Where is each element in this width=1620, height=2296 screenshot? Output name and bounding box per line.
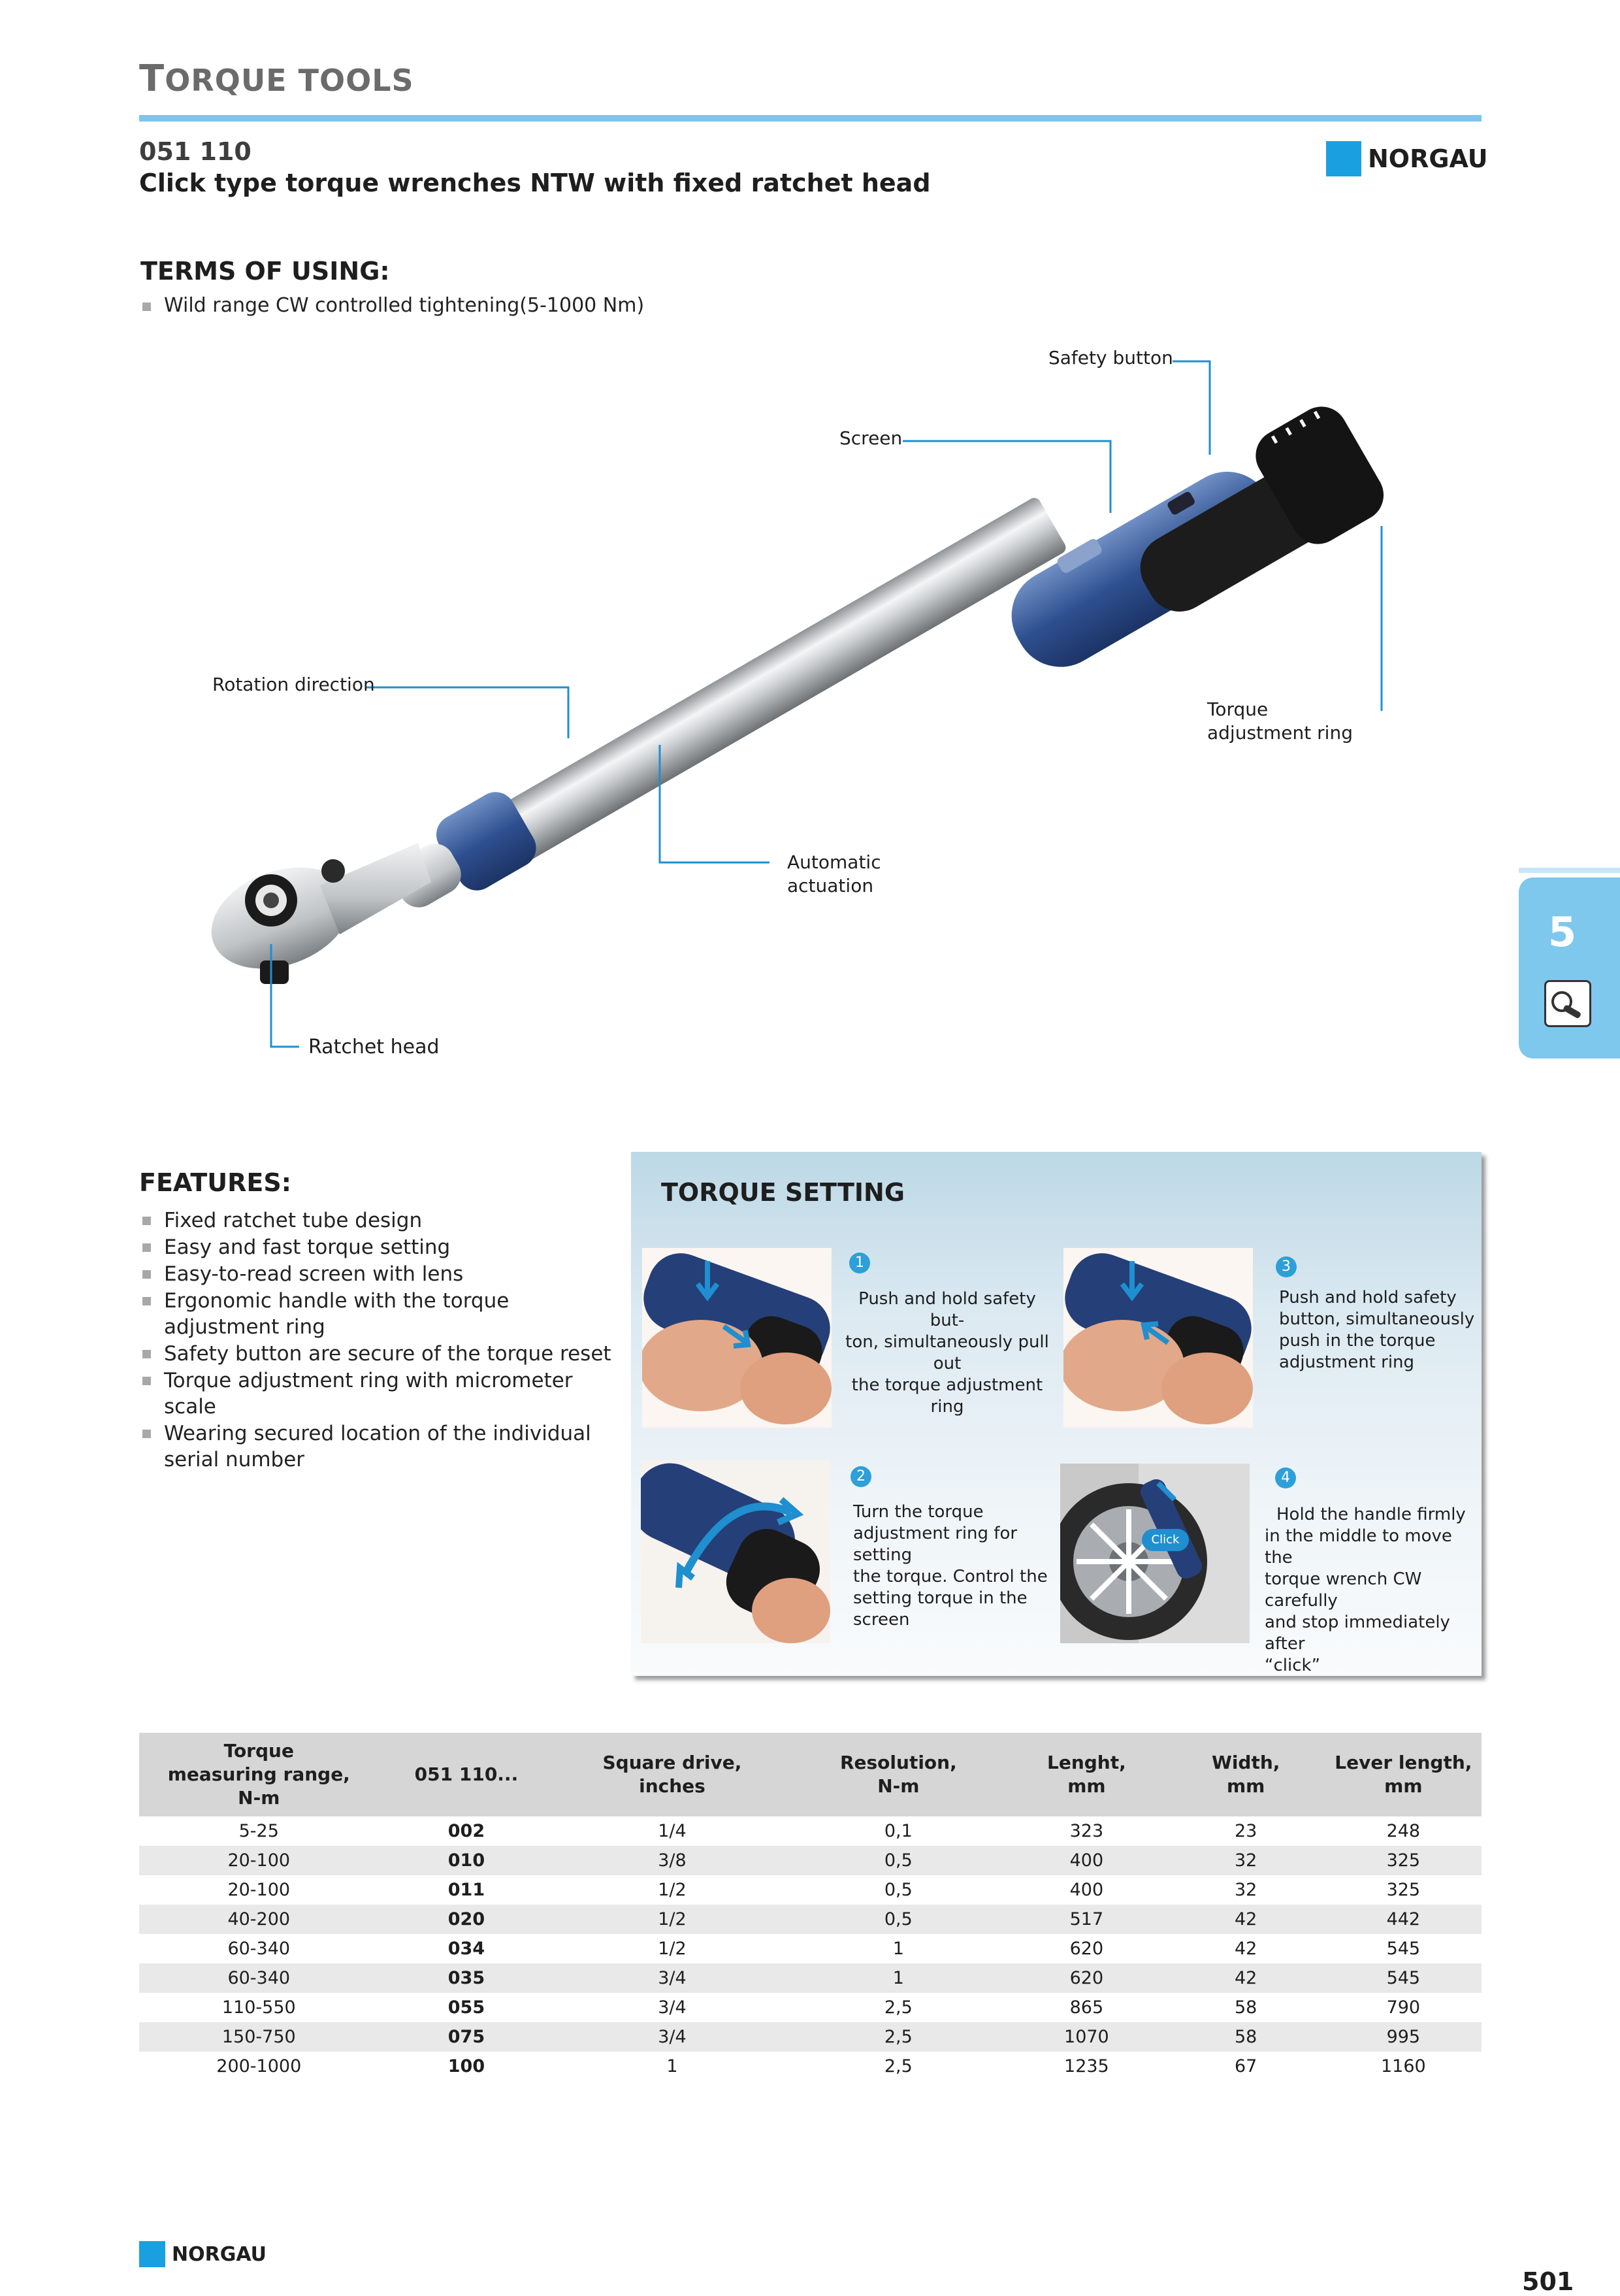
callout-safety-button: Safety button [1048,347,1173,369]
step-3-photo [1063,1248,1253,1428]
footer-brand-logo [139,2241,267,2267]
table-cell: 42 [1235,1939,1257,1959]
bullet-icon [142,1270,151,1279]
product-title: Click type torque wrenches NTW with fixed ratchet head [139,169,931,197]
col-header-torque-range: Torque measuring range, N-m [139,1733,379,1816]
features-list [142,1207,613,1473]
table-cell: 442 [1325,1905,1482,1934]
click-label: Click [1142,1529,1189,1551]
table-cell: 20-100 [139,1846,379,1875]
table-cell: 011 [447,1880,485,1900]
col-header-width: Width, mm [1167,1733,1325,1816]
table-cell: 58 [1167,2022,1325,2052]
bullet-icon [142,1217,151,1225]
table-cell: 325 [1325,1846,1482,1875]
callout-screen: Screen [839,427,903,449]
bullet-icon [142,1297,151,1305]
table-cell: 545 [1325,1963,1482,1993]
table-cell: 075 [379,2022,555,2052]
table-cell: 995 [1325,2022,1482,2052]
table-cell: 1/2 [658,1880,687,1900]
chapter-number: 5 [1548,908,1577,956]
list-item: Wearing secured location of the individual serial number [142,1420,613,1473]
torque-setting-title: TORQUE SETTING [661,1178,905,1207]
list-item: Safety button are secure of the torque reset [142,1341,613,1367]
footer-brand-name: NORGAU [172,2242,267,2266]
table-body [139,1816,1482,2081]
step-1-number: 1 [849,1253,870,1273]
side-tab-accent [1519,868,1620,873]
table-cell: 1/2 [554,1905,790,1934]
bullet-icon [142,1350,151,1358]
step-3-number: 3 [1276,1256,1297,1277]
list-item: Fixed ratchet tube design [142,1207,613,1234]
table-cell: 3/8 [554,1846,790,1875]
table-cell: 110-550 [221,1997,296,2018]
callout-automatic-actuation: Automatic actuation [787,851,881,896]
step-2-text: Turn the torque adjustment ring for setting the torque. Control the setting torque in the screen [853,1502,1048,1630]
table-cell: 67 [1235,2056,1257,2076]
table-cell: 2,5 [884,1997,913,2018]
table-cell: 0,1 [884,1821,913,1841]
bullet-icon [142,1430,151,1438]
table-row [139,1934,1482,1963]
table-cell: 60-340 [139,1963,379,1993]
ratchet-head [197,843,431,987]
table-cell: 40-200 [139,1905,379,1934]
table-row [139,1993,1482,2022]
table-cell: 0,5 [790,1905,1007,1934]
table-cell: 20-100 [227,1880,291,1900]
table-cell: 248 [1386,1821,1421,1841]
torque-wrench-icon [1544,980,1591,1027]
table-cell: 1 [790,1963,1007,1993]
table-cell: 865 [1069,1997,1104,2018]
table-cell: 0,5 [790,1846,1007,1875]
table-cell: 034 [447,1939,485,1959]
col-header-lever-length: Lever length, mm [1325,1733,1482,1816]
table-cell: 3/4 [554,2022,790,2052]
table-cell: 0,5 [884,1880,913,1900]
table-cell: 200-1000 [216,2056,302,2076]
table-cell: 620 [1069,1939,1104,1959]
step-4-text: Hold the handle firmly in the middle to move the torque wrench CW carefully and stop immediately after “click” [1265,1505,1466,1675]
table-cell: 42 [1167,1963,1325,1993]
table-cell: 020 [379,1905,555,1934]
table-cell: 2,5 [790,2022,1007,2052]
table-cell: 010 [379,1846,555,1875]
step-3-text: Push and hold safety button, simultaneously push in the torque adjustment ring [1279,1288,1475,1372]
table-cell: 5-25 [238,1821,279,1841]
product-code: 051 110 [139,137,251,166]
table-cell: 23 [1235,1821,1257,1841]
table-row [139,2052,1482,2081]
table-cell: 42 [1167,1905,1325,1934]
table-cell: 620 [1007,1963,1167,1993]
features-heading: FEATURES: [139,1168,291,1197]
table-cell: 58 [1235,1997,1257,2018]
table-cell: 150-750 [139,2022,379,2052]
step-4-photo [1060,1464,1250,1643]
col-header-article: 051 110... [379,1733,555,1816]
table-cell: 32 [1167,1846,1325,1875]
col-header-resolution: Resolution, N-m [790,1733,1007,1816]
table-cell: 1 [892,1939,904,1959]
col-header-square-drive: Square drive, inches [554,1733,790,1816]
table-cell: 2,5 [884,2056,913,2076]
bullet-icon [142,1243,151,1252]
wrench-illustration [0,0,1620,1111]
table-cell: 002 [447,1821,485,1841]
table-row [139,1816,1482,1846]
step-1-text: Push and hold safety but- ton, simultaneously pull out the torque adjustment ring [845,1289,1049,1417]
table-cell: 60-340 [227,1939,291,1959]
table-cell: 400 [1069,1880,1104,1900]
table-cell: 1160 [1380,2056,1426,2076]
col-header-length: Lenght, mm [1007,1733,1167,1816]
brand-name: NORGAU [1368,144,1488,173]
table-cell: 100 [447,2056,485,2076]
table-cell: 325 [1386,1880,1421,1900]
terms-heading: TERMS OF USING: [140,257,390,286]
table-cell: 323 [1069,1821,1104,1841]
terms-item: Wild range CW controlled tightening(5-1000 Nm) [142,294,644,317]
step-2-number: 2 [850,1466,871,1487]
table-cell: 1235 [1064,2056,1109,2076]
table-cell: 545 [1386,1939,1421,1959]
table-row [139,1905,1482,1934]
table-row [139,1875,1482,1905]
callout-torque-ring: Torque adjustment ring [1207,698,1353,744]
table-cell: 035 [379,1963,555,1993]
table-row [139,2022,1482,2052]
table-cell: 3/4 [658,1997,687,2018]
list-item: Easy and fast torque setting [142,1234,613,1260]
table-row [139,1846,1482,1875]
section-title: TORQUE TOOLS [139,57,414,100]
chapter-tab [1519,877,1620,1058]
table-cell: 055 [447,1997,485,2018]
callout-rotation-direction: Rotation direction [212,674,375,695]
table-cell: 3/4 [554,1963,790,1993]
table-cell: 1/2 [658,1939,687,1959]
page-number: 501 [1522,2267,1574,2296]
table-row [139,1963,1482,1993]
table-cell: 32 [1235,1880,1257,1900]
table-cell: 517 [1007,1905,1167,1934]
callout-ratchet-head: Ratchet head [308,1036,440,1058]
list-item: Easy-to-read screen with lens [142,1261,613,1287]
table-cell: 790 [1386,1997,1421,2018]
step-4-number: 4 [1275,1468,1296,1488]
table-cell: 400 [1007,1846,1167,1875]
table-cell: 1 [666,2056,678,2076]
step-2-photo [641,1460,830,1643]
table-cell: 1/4 [658,1821,687,1841]
step-1-photo [642,1248,832,1428]
table-cell: 1070 [1007,2022,1167,2052]
list-item: Ergonomic handle with the torque adjustment ring [142,1288,613,1340]
table-header-row [139,1733,1482,1816]
list-item: Torque adjustment ring with micrometer scale [142,1368,613,1420]
bullet-icon [142,1377,151,1385]
wrench-tube [471,495,1068,876]
spec-table [139,1733,1482,2081]
brand-square-icon [139,2241,165,2267]
